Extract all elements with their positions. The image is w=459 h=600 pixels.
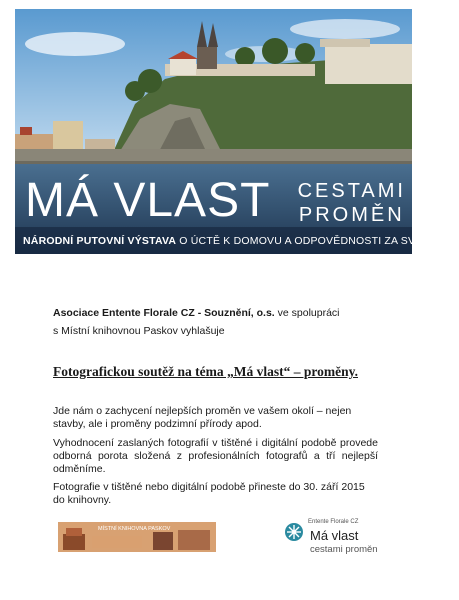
- subtitle-line-2: PROMĚN: [298, 204, 405, 226]
- entente-florale-logo: [284, 518, 394, 560]
- contest-heading: Fotografickou soutěž na téma „Má vlast“ – proměny.: [53, 364, 358, 379]
- library-logo: [58, 522, 216, 552]
- paragraph-deadline: Fotografie v tištěné nebo digitální podobě přineste do 30. září 2015 do knihovny.: [53, 481, 365, 506]
- ef-logo-subtitle: cestami proměn: [310, 544, 378, 555]
- paragraph-evaluation: Vyhodnocení zaslaných fotografií v tištěné i digitální podobě provede odborná porota složená z profesionálních fotografů a tří nejlepší odměníme.: [53, 437, 378, 475]
- flower-icon: [284, 522, 304, 542]
- organizer-line: [53, 307, 340, 320]
- exhibition-tagline: [23, 235, 459, 247]
- tagline-bold: NÁRODNÍ PUTOVNÍ VÝSTAVA: [23, 235, 177, 247]
- subtitle-line-1: CESTAMI: [297, 180, 406, 202]
- ef-org-name: Entente Florale CZ: [308, 519, 359, 525]
- exhibition-title: MÁ VLAST: [25, 174, 271, 227]
- tagline-rest: O ÚCTĚ K DOMOVU A ODPOVĚDNOSTI ZA SVŮJ KRAJ: [176, 235, 459, 247]
- ef-logo-title: Má vlast: [310, 528, 359, 543]
- paragraph-goal: Jde nám o zachycení nejlepších proměn ve vašem okolí – nejen stavby, ale i proměny podzimní přírody apod.: [53, 405, 352, 430]
- organizer-rest: ve spolupráci: [274, 307, 340, 319]
- library-logo-text: MÍSTNÍ KNIHOVNA PASKOV: [98, 526, 171, 532]
- exhibition-subtitle: [298, 179, 406, 227]
- organizer-name: Asociace Entente Florale CZ - Souznění, o.s.: [53, 307, 275, 319]
- partner-line: s Místní knihovnou Paskov vyhlašuje: [53, 325, 225, 337]
- header-banner: [15, 9, 459, 254]
